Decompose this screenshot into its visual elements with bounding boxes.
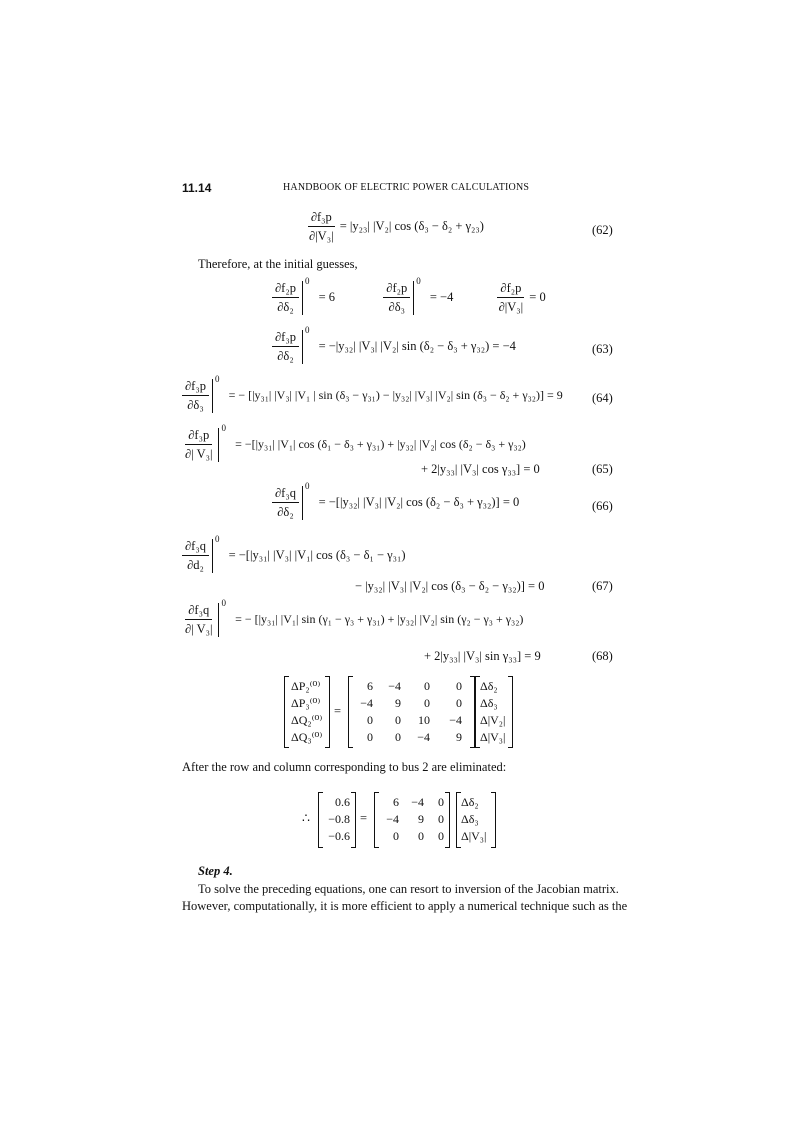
correction-entry: Δδ₂ (480, 679, 498, 693)
equation-68 (182, 598, 524, 637)
equation-rhs: = −|y₃₂| |V₃| |V₂| sin (δ₂ − δ₃ + γ₃₂) = −4 (318, 338, 516, 353)
derivative-value: = −4 (429, 289, 454, 304)
mismatch-entry: ΔP₃⁽⁰⁾ (291, 696, 321, 710)
fraction-denominator: ∂δ₂ (277, 349, 294, 364)
derivative-value: = 6 (318, 289, 336, 304)
correction-vector (475, 676, 513, 748)
jacobian-entry: 0 (367, 730, 373, 744)
jacobian-entry: 6 (393, 795, 399, 809)
equation-tag-64: (64) (592, 391, 613, 405)
intro-text: Therefore, at the initial guesses, (198, 257, 358, 271)
derivative-value: = 0 (529, 289, 546, 304)
equation-rhs: = −[|y₃₁| |V₃| |V₁| cos (δ₃ − δ₁ − γ₃₁) (228, 547, 406, 562)
fraction-denominator: ∂|V₃| (309, 229, 334, 244)
jacobian-entry: 0 (456, 679, 462, 693)
mismatch-entry: −0.6 (328, 829, 350, 843)
equation-67-continuation: − |y₃₂| |V₃| |V₂| cos (δ₃ − δ₂ − γ₃₂)] = 0 (355, 579, 545, 593)
jacobian-entry: −4 (386, 812, 399, 826)
fraction-denominator: ∂δ₃ (187, 398, 204, 413)
evaluation-superscript: 0 (214, 374, 220, 384)
equation-rhs: = −[|y₃₁| |V₁| cos (δ₁ − δ₃ + γ₃₁) + |y₃₂| |V₂| cos (δ₂ − δ₃ + γ₃₂) (235, 436, 526, 451)
equation-67 (182, 534, 406, 573)
fraction-numerator: ∂f₃q (185, 603, 212, 620)
equation-rhs: = −[|y₃₂| |V₃| |V₂| cos (δ₂ − δ₃ + γ₃₂)] = 0 (318, 494, 520, 509)
mismatch-entry: ΔP₂⁽⁰⁾ (291, 679, 321, 693)
fraction-numerator: ∂f₂p (383, 281, 410, 298)
jacobian-matrix-equation (284, 676, 514, 748)
reduced-jacobian-matrix (374, 792, 450, 848)
equation-tag-66: (66) (592, 499, 613, 513)
evaluation-superscript: 0 (304, 276, 310, 286)
evaluation-superscript: 0 (221, 423, 226, 433)
equation-tag-68: (68) (592, 649, 613, 663)
evaluation-superscript: 0 (304, 481, 310, 491)
jacobian-entry: 10 (418, 713, 430, 727)
jacobian-entry: 6 (367, 679, 373, 693)
jacobian-entry: 0 (438, 795, 444, 809)
equation-tag-63: (63) (592, 342, 613, 356)
evaluation-superscript: 0 (221, 598, 226, 608)
mismatch-entry: ΔQ₃⁽⁰⁾ (291, 730, 323, 744)
fraction-numerator: ∂f₂p (272, 281, 299, 298)
fraction-denominator: ∂δ₃ (388, 300, 405, 315)
jacobian-matrix (348, 676, 475, 748)
jacobian-entry: −4 (449, 713, 462, 727)
fraction-numerator: ∂f₃p (308, 210, 335, 227)
jacobian-entry: 0 (438, 829, 444, 843)
correction-entry: Δδ₃ (461, 812, 479, 826)
equals-sign: = (360, 811, 368, 825)
reduced-correction-vector (456, 792, 496, 848)
reduced-mismatch-vector (318, 792, 356, 848)
mismatch-entry: ΔQ₂⁽⁰⁾ (291, 713, 323, 727)
correction-entry: Δ|V₂| (480, 713, 506, 727)
jacobian-entry: 0 (367, 713, 373, 727)
jacobian-entry: 0 (395, 713, 401, 727)
running-title: HANDBOOK OF ELECTRIC POWER CALCULATIONS (283, 182, 530, 193)
correction-entry: Δ|V₃| (480, 730, 506, 744)
fraction-denominator: ∂d₂ (187, 558, 204, 573)
evaluation-superscript: 0 (214, 534, 220, 544)
paragraph-line-2: However, computationally, it is more efficient to apply a numerical technique such as the (182, 899, 628, 913)
jacobian-entry: 9 (395, 696, 401, 710)
equation-tag-67: (67) (592, 579, 613, 593)
jacobian-entry: 9 (456, 730, 462, 744)
mismatch-vector (284, 676, 330, 748)
evaluation-superscript: 0 (416, 276, 421, 286)
equation-tag-65: (65) (592, 462, 613, 476)
jacobian-entry: 0 (424, 696, 430, 710)
fraction-denominator: ∂|V₃| (498, 300, 524, 315)
equation-62 (306, 210, 484, 244)
jacobian-entry: 0 (438, 812, 444, 826)
correction-entry: Δ|V₃| (461, 829, 487, 843)
jacobian-entry: −4 (360, 696, 373, 710)
fraction-numerator: ∂f₃q (272, 486, 299, 503)
paragraph-line-1: To solve the preceding equations, one can resort to inversion of the Jacobian matrix. (198, 882, 619, 896)
equation-64 (182, 374, 563, 413)
jacobian-entry: 0 (393, 829, 399, 843)
correction-entry: Δδ₃ (480, 696, 498, 710)
fraction-numerator: ∂f₃p (185, 428, 212, 445)
jacobian-entry: 0 (424, 679, 430, 693)
fraction-denominator: ∂| V₃| (185, 447, 213, 462)
fraction-numerator: ∂f₂p (497, 281, 524, 298)
mismatch-entry: 0.6 (335, 795, 350, 809)
fraction-denominator: ∂| V₃| (185, 622, 213, 637)
therefore-symbol: ∴ (302, 811, 310, 825)
jacobian-entry: 0 (395, 730, 401, 744)
fraction-numerator: ∂f₃p (272, 330, 299, 347)
equation-63 (272, 325, 516, 364)
fraction-numerator: ∂f₃p (182, 379, 209, 396)
reduced-matrix-equation (302, 792, 502, 848)
jacobian-entry: −4 (417, 730, 430, 744)
fraction-denominator: ∂δ₂ (277, 505, 294, 520)
equation-rhs: = − [|y₃₁| |V₁| sin (γ₁ − γ₃ + γ₃₁) + |y₃₂| |V₂| sin (γ₂ − γ₃ + γ₃₂) (235, 611, 524, 626)
equation-66 (272, 481, 520, 520)
equation-68-continuation: + 2|y₃₃| |V₃| sin γ₃₃] = 9 (424, 649, 541, 663)
mismatch-entry: −0.8 (328, 812, 350, 826)
jacobian-entry: −4 (411, 795, 424, 809)
equation-rhs: = − [|y₃₁| |V₃| |V₁ | sin (δ₃ − γ₃₁) − |y₃₂| |V₃| |V₂| sin (δ₃ − δ₂ + γ₃₂)] = 9 (228, 387, 563, 402)
equation-65-continuation: + 2|y₃₃| |V₃| cos γ₃₃] = 0 (421, 462, 540, 476)
jacobian-entry: 0 (418, 829, 424, 843)
equation-rhs: = |y₂₃| |V₂| cos (δ₃ − δ₂ + γ₂₃) (339, 218, 484, 233)
jacobian-entry: 0 (456, 696, 462, 710)
initial-derivatives-row (272, 276, 546, 315)
fraction-denominator: ∂δ₂ (277, 300, 294, 315)
fraction-numerator: ∂f₃q (182, 539, 209, 556)
step-heading: Step 4. (198, 864, 233, 878)
evaluation-superscript: 0 (304, 325, 310, 335)
equation-tag-62: (62) (592, 223, 613, 237)
elimination-text: After the row and column corresponding to bus 2 are eliminated: (182, 760, 507, 774)
correction-entry: Δδ₂ (461, 795, 479, 809)
equation-65 (182, 423, 526, 462)
jacobian-entry: −4 (388, 679, 401, 693)
page-number: 11.14 (182, 181, 212, 195)
jacobian-entry: 9 (418, 812, 424, 826)
equals-sign: = (334, 704, 342, 718)
